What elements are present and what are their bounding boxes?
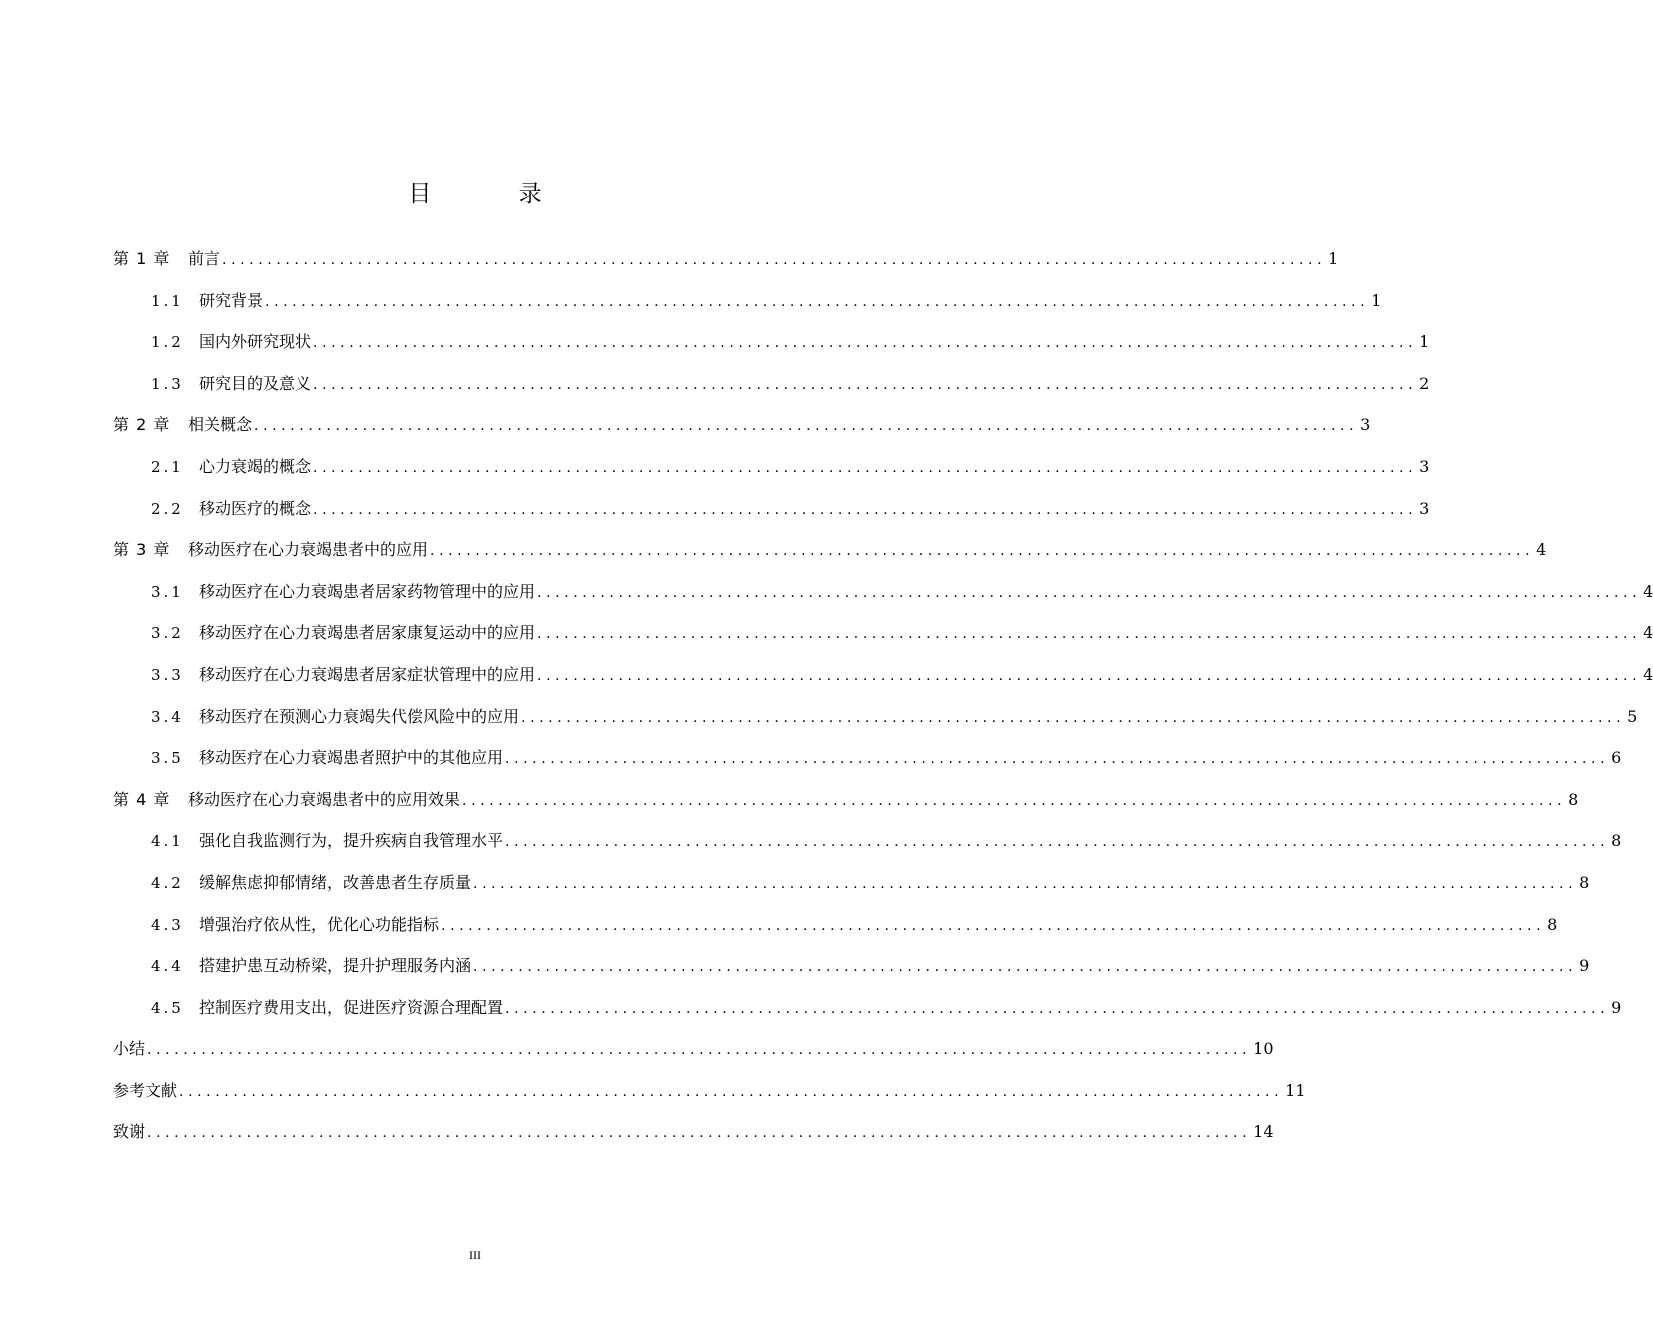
toc-entry-page: 8 bbox=[1568, 789, 1579, 809]
toc-entry-number: 2.1 bbox=[151, 457, 184, 476]
toc-entry-section-1-1[interactable] bbox=[113, 280, 1382, 322]
toc-entry-page: 10 bbox=[1253, 1039, 1274, 1059]
toc-leader-dots: .......................................................................................................................... bbox=[147, 1125, 1252, 1142]
toc-entry-page: 3 bbox=[1419, 456, 1430, 476]
toc-entry-number: 2.2 bbox=[151, 499, 184, 518]
toc-entry-chapter-1[interactable] bbox=[113, 238, 1339, 280]
toc-entry-number: 3.4 bbox=[151, 707, 184, 726]
toc-leader-dots: .......................................................................................................................... bbox=[313, 459, 1418, 476]
toc-entry-number: 第 3 章 bbox=[113, 540, 171, 560]
toc-leader-dots: .......................................................................................................................... bbox=[179, 1083, 1284, 1100]
toc-leader-dots: .......................................................................................................................... bbox=[473, 959, 1578, 976]
toc-entry-summary[interactable] bbox=[113, 1028, 1274, 1070]
toc-entry-number: 1.1 bbox=[151, 291, 184, 310]
toc-entry-label: 搭建护患互动桥梁，提升护理服务内涵 bbox=[199, 956, 472, 976]
toc-entry-section-3-4[interactable] bbox=[113, 696, 1638, 738]
toc-leader-dots: .......................................................................................................................... bbox=[254, 418, 1359, 435]
toc-leader-dots: .......................................................................................................................... bbox=[441, 917, 1546, 934]
toc-entry-label: 小结 bbox=[113, 1039, 146, 1059]
toc-leader-dots: .......................................................................................................................... bbox=[505, 834, 1610, 851]
table-of-contents bbox=[113, 238, 1653, 1153]
toc-entry-page: 2 bbox=[1419, 373, 1430, 393]
toc-entry-number: 3.3 bbox=[151, 665, 184, 684]
toc-entry-number: 4.1 bbox=[151, 832, 184, 851]
toc-entry-number: 3.1 bbox=[151, 582, 184, 601]
toc-entry-page: 9 bbox=[1579, 956, 1590, 976]
toc-entry-number: 第 1 章 bbox=[113, 249, 171, 268]
toc-entry-page: 4 bbox=[1643, 581, 1653, 601]
toc-entry-label: 移动医疗在心力衰竭患者居家药物管理中的应用 bbox=[199, 581, 536, 601]
toc-entry-section-4-1[interactable] bbox=[113, 820, 1622, 862]
toc-entry-chapter-3[interactable] bbox=[113, 529, 1547, 571]
page-title: 目 录 bbox=[408, 181, 582, 207]
toc-leader-dots: .......................................................................................................................... bbox=[430, 543, 1535, 560]
toc-entry-page: 3 bbox=[1360, 415, 1371, 435]
toc-leader-dots: .......................................................................................................................... bbox=[313, 501, 1418, 518]
toc-leader-dots: .......................................................................................................................... bbox=[265, 293, 1370, 310]
toc-entry-page: 4 bbox=[1536, 540, 1547, 560]
toc-entry-number: 第 4 章 bbox=[113, 789, 171, 809]
toc-entry-section-1-2[interactable] bbox=[113, 321, 1430, 363]
toc-entry-label: 移动医疗在心力衰竭患者中的应用效果 bbox=[188, 789, 461, 809]
toc-entry-page: 8 bbox=[1611, 831, 1622, 851]
toc-entry-page: 8 bbox=[1579, 872, 1590, 892]
toc-leader-dots: .......................................................................................................................... bbox=[537, 584, 1642, 601]
toc-entry-page: 11 bbox=[1285, 1080, 1306, 1100]
toc-entry-number: 1.3 bbox=[151, 374, 184, 393]
toc-entry-section-4-3[interactable] bbox=[113, 904, 1558, 946]
toc-entry-label: 致谢 bbox=[113, 1122, 146, 1142]
toc-entry-label: 相关概念 bbox=[188, 415, 253, 435]
toc-leader-dots: .......................................................................................................................... bbox=[222, 252, 1327, 268]
toc-entry-page: 4 bbox=[1643, 664, 1653, 684]
toc-entry-page: 1 bbox=[1419, 332, 1430, 352]
toc-leader-dots: .......................................................................................................................... bbox=[313, 376, 1418, 393]
toc-entry-label: 控制医疗费用支出，促进医疗资源合理配置 bbox=[199, 997, 504, 1017]
toc-leader-dots: .......................................................................................................................... bbox=[505, 1000, 1610, 1017]
toc-entry-section-3-1[interactable] bbox=[113, 571, 1653, 613]
toc-entry-label: 移动医疗在心力衰竭患者居家康复运动中的应用 bbox=[199, 623, 536, 643]
toc-entry-number: 4.3 bbox=[151, 915, 184, 934]
toc-entry-label: 参考文献 bbox=[113, 1080, 178, 1100]
toc-entry-number: 第 2 章 bbox=[113, 415, 171, 435]
toc-entry-acknowledgements[interactable] bbox=[113, 1111, 1274, 1153]
toc-leader-dots: .......................................................................................................................... bbox=[462, 792, 1567, 809]
toc-entry-label: 国内外研究现状 bbox=[199, 332, 312, 352]
toc-entry-number: 4.2 bbox=[151, 873, 184, 892]
toc-entry-section-3-5[interactable] bbox=[113, 737, 1622, 779]
toc-entry-section-2-1[interactable] bbox=[113, 446, 1430, 488]
toc-entry-section-1-3[interactable] bbox=[113, 363, 1430, 405]
toc-leader-dots: .......................................................................................................................... bbox=[537, 667, 1642, 684]
toc-leader-dots: .......................................................................................................................... bbox=[313, 335, 1418, 352]
toc-entry-number: 1.2 bbox=[151, 333, 184, 352]
toc-entry-label: 移动医疗在预测心力衰竭失代偿风险中的应用 bbox=[199, 706, 520, 726]
toc-entry-section-3-2[interactable] bbox=[113, 612, 1653, 654]
toc-entry-label: 移动医疗在心力衰竭患者居家症状管理中的应用 bbox=[199, 664, 536, 684]
toc-entry-label: 移动医疗在心力衰竭患者中的应用 bbox=[188, 540, 429, 560]
toc-entry-section-2-2[interactable] bbox=[113, 488, 1430, 530]
toc-entry-label: 增强治疗依从性，优化心功能指标 bbox=[199, 914, 440, 934]
toc-entry-page: 5 bbox=[1627, 706, 1638, 726]
toc-entry-label: 缓解焦虑抑郁情绪，改善患者生存质量 bbox=[199, 872, 472, 892]
toc-entry-label: 心力衰竭的概念 bbox=[199, 456, 312, 476]
toc-leader-dots: .......................................................................................................................... bbox=[473, 875, 1578, 892]
toc-entry-page: 3 bbox=[1419, 498, 1430, 518]
toc-entry-number: 4.4 bbox=[151, 957, 184, 976]
toc-entry-label: 强化自我监测行为，提升疾病自我管理水平 bbox=[199, 831, 504, 851]
toc-entry-section-3-3[interactable] bbox=[113, 654, 1653, 696]
toc-entry-page: 1 bbox=[1328, 249, 1339, 268]
toc-entry-page: 8 bbox=[1547, 914, 1558, 934]
toc-entry-references[interactable] bbox=[113, 1070, 1306, 1112]
toc-entry-page: 6 bbox=[1611, 748, 1622, 768]
toc-entry-section-4-5[interactable] bbox=[113, 987, 1622, 1029]
toc-leader-dots: .......................................................................................................................... bbox=[521, 709, 1626, 726]
toc-entry-chapter-2[interactable] bbox=[113, 404, 1371, 446]
toc-entry-label: 移动医疗在心力衰竭患者照护中的其他应用 bbox=[199, 748, 504, 768]
toc-leader-dots: .......................................................................................................................... bbox=[147, 1042, 1252, 1059]
toc-entry-label: 前言 bbox=[188, 249, 221, 268]
toc-entry-number: 4.5 bbox=[151, 998, 184, 1017]
toc-entry-section-4-4[interactable] bbox=[113, 945, 1590, 987]
toc-entry-section-4-2[interactable] bbox=[113, 862, 1590, 904]
toc-leader-dots: .......................................................................................................................... bbox=[505, 751, 1610, 768]
toc-entry-number: 3.5 bbox=[151, 749, 184, 768]
toc-entry-label: 研究目的及意义 bbox=[199, 373, 312, 393]
toc-entry-number: 3.2 bbox=[151, 624, 184, 643]
toc-leader-dots: .......................................................................................................................... bbox=[537, 626, 1642, 643]
toc-entry-label: 移动医疗的概念 bbox=[199, 498, 312, 518]
toc-entry-page: 14 bbox=[1253, 1122, 1274, 1142]
toc-entry-page: 4 bbox=[1643, 623, 1653, 643]
toc-entry-chapter-4[interactable] bbox=[113, 779, 1579, 821]
toc-entry-label: 研究背景 bbox=[199, 290, 264, 310]
page-number: III bbox=[469, 1248, 481, 1262]
toc-entry-page: 1 bbox=[1371, 290, 1382, 310]
toc-entry-page: 9 bbox=[1611, 997, 1622, 1017]
